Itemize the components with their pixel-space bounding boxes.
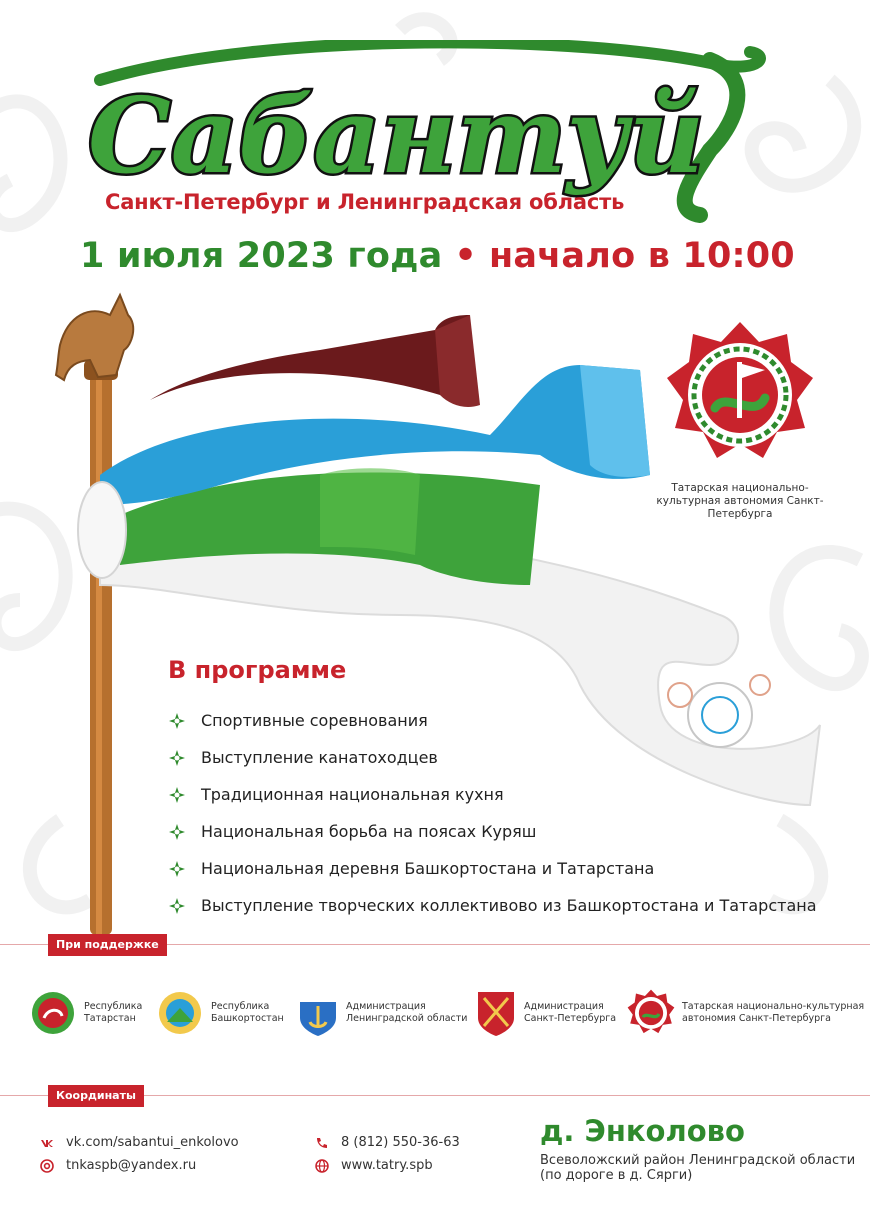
ornament-bullet-icon bbox=[168, 897, 186, 915]
partner-name: Республика Башкортостан bbox=[211, 1001, 284, 1024]
tnka-emblem-icon bbox=[665, 320, 815, 470]
program-item-text: Традиционная национальная кухня bbox=[201, 785, 504, 804]
vk-link[interactable] bbox=[40, 1135, 239, 1150]
ornament-bullet-icon bbox=[168, 823, 186, 841]
program-item-text: Национальная борьба на поясах Куряш bbox=[201, 822, 537, 841]
phone-number[interactable]: 8 (812) 550-36-63 bbox=[341, 1135, 460, 1150]
list-item bbox=[168, 702, 817, 739]
phone-link[interactable] bbox=[315, 1135, 460, 1150]
ornament-bullet-icon bbox=[168, 749, 186, 767]
partner-bashkortostan bbox=[155, 990, 284, 1036]
partner-tatarstan bbox=[28, 990, 142, 1036]
subtitle: Санкт-Петербург и Ленинградская область bbox=[105, 190, 625, 214]
vk-url[interactable]: vk.com/sabantui_enkolovo bbox=[66, 1135, 239, 1150]
bashkortostan-emblem-icon bbox=[155, 990, 205, 1036]
ornament-bullet-icon bbox=[168, 712, 186, 730]
program-item-text: Выступление творческих коллективово из Башкортостана и Татарстана bbox=[201, 896, 817, 915]
list-item bbox=[168, 850, 817, 887]
globe-icon bbox=[315, 1159, 329, 1173]
organizer-caption: Татарская национально-культурная автономия Санкт-Петербурга bbox=[656, 482, 824, 520]
partner-spb bbox=[474, 988, 616, 1038]
wooden-pole bbox=[84, 360, 118, 935]
start-time: начало в 10:00 bbox=[488, 236, 795, 276]
partner-leningrad-oblast bbox=[296, 988, 467, 1038]
separator-dot: • bbox=[454, 236, 477, 276]
at-icon bbox=[40, 1159, 54, 1173]
program-title: В программе bbox=[168, 656, 347, 684]
phone-icon bbox=[315, 1136, 329, 1150]
partner-name: Администрация Ленинградской области bbox=[346, 1001, 468, 1024]
program-item-text: Выступление канатоходцев bbox=[201, 748, 438, 767]
horse-figure bbox=[56, 295, 133, 380]
website-url[interactable]: www.tatry.spb bbox=[341, 1158, 433, 1173]
venue-name: д. Энколово bbox=[540, 1114, 745, 1148]
program-list bbox=[168, 702, 817, 924]
banner-wrap bbox=[78, 482, 126, 578]
maroon-banner bbox=[150, 315, 470, 400]
list-item bbox=[168, 887, 817, 924]
venue-description: Всеволожский район Ленинградской области (по дороге в д. Сярги) bbox=[540, 1153, 856, 1183]
website-link[interactable] bbox=[315, 1158, 433, 1173]
tnka-emblem-icon bbox=[626, 989, 676, 1037]
spb-coat-icon bbox=[474, 988, 518, 1038]
partner-name: Администрация Санкт-Петербурга bbox=[524, 1001, 617, 1024]
support-label: При поддержке bbox=[48, 934, 167, 956]
program-item-text: Спортивные соревнования bbox=[201, 711, 428, 730]
email-address[interactable]: tnkaspb@yandex.ru bbox=[66, 1158, 197, 1173]
program-item-text: Национальная деревня Башкортостана и Татарстана bbox=[201, 859, 655, 878]
tatarstan-emblem-icon bbox=[28, 990, 78, 1036]
partner-name: Татарская национально-культурная автономия Санкт-Петербурга bbox=[682, 1001, 865, 1024]
partner-tnka bbox=[626, 989, 864, 1037]
email-link[interactable] bbox=[40, 1158, 196, 1173]
event-date: 1 июля 2023 года bbox=[80, 236, 443, 276]
logo-text: Сабантуй bbox=[88, 74, 705, 197]
list-item bbox=[168, 776, 817, 813]
list-item bbox=[168, 739, 817, 776]
ornament-bullet-icon bbox=[168, 860, 186, 878]
leningrad-oblast-coat-icon bbox=[296, 988, 340, 1038]
coordinates-label: Координаты bbox=[48, 1085, 144, 1107]
partner-name: Республика Татарстан bbox=[84, 1001, 143, 1024]
list-item bbox=[168, 813, 817, 850]
vk-icon bbox=[40, 1136, 54, 1150]
ornament-bullet-icon bbox=[168, 786, 186, 804]
event-date-line bbox=[80, 236, 795, 276]
